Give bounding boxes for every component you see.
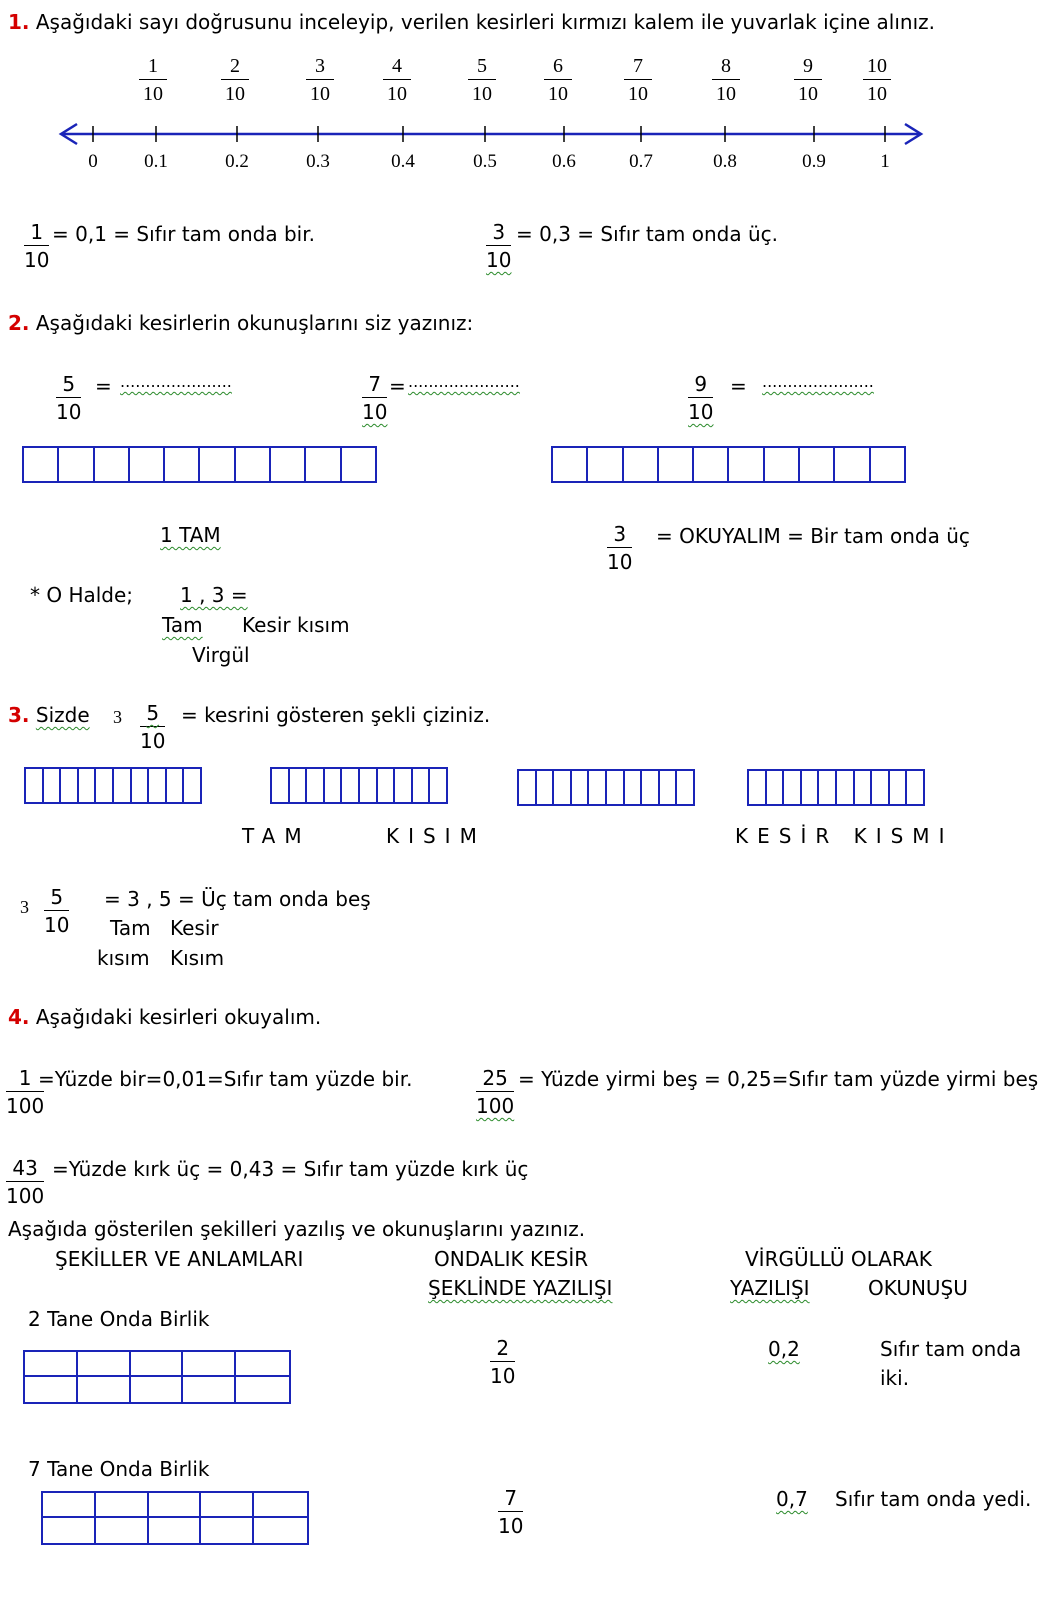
okuyalim-fraction <box>607 524 632 572</box>
table-row-2-denominator: 10 <box>498 1514 524 1538</box>
number-line-fraction-denominator: 10 <box>225 83 245 105</box>
example-1-denominator: 10 <box>24 248 50 272</box>
question-4-heading <box>8 1007 321 1027</box>
q2-item-3-fraction <box>688 374 713 422</box>
example-2-denominator: 10 <box>486 248 512 272</box>
one-tam-label: 1 TAM <box>160 523 221 547</box>
q2-item-1-numerator: 5 <box>56 374 81 398</box>
header-ondalik-kesir: ONDALIK KESİR <box>434 1247 589 1271</box>
number-line-fraction-denominator: 10 <box>143 83 163 105</box>
q4-row-2-denominator: 100 <box>476 1094 515 1118</box>
okuyalim-denominator: 10 <box>607 550 633 574</box>
q3-example-kesir: Kesir <box>170 916 219 940</box>
header-yazilisi: YAZILIŞI <box>730 1276 810 1300</box>
q2-item-3-denominator: 10 <box>688 400 714 424</box>
number-line-fraction-8[interactable] <box>712 56 740 104</box>
ohalde-number: 1 , 3 = <box>180 583 248 607</box>
number-line-fraction-denominator: 10 <box>548 83 568 105</box>
q2-item-2-numerator: 7 <box>362 374 387 398</box>
question-3-text-b: = kesrini gösteren şekli çiziniz. <box>181 703 491 727</box>
ohalde-label: * O Halde; <box>30 583 134 607</box>
number-line-fraction-numerator: 7 <box>624 56 652 80</box>
question-3-heading <box>8 705 90 725</box>
q3-example-fraction <box>44 887 69 935</box>
number-line-fraction-denominator: 10 <box>628 83 648 105</box>
number-line-fraction-numerator: 6 <box>544 56 572 80</box>
question-1-text: Aşağıdaki sayı doğrusunu inceleyip, verilen kesirleri kırmızı kalem ile yuvarlak içine alınız. <box>35 10 935 34</box>
q3-example-denominator: 10 <box>44 913 70 937</box>
question-1-heading <box>8 12 935 32</box>
q2-item-2-fraction <box>362 374 387 422</box>
example-2-numerator: 3 <box>486 222 511 246</box>
q3-example-kisim-2: Kısım <box>170 946 225 970</box>
table-row-2-grid <box>41 1491 309 1545</box>
q2-item-1-blank[interactable]: ...................... <box>120 372 232 391</box>
q4-row-2-fraction <box>476 1068 514 1116</box>
number-line-fraction-denominator: 10 <box>310 83 330 105</box>
q3-fraction <box>140 703 165 751</box>
number-line-tick-label: 0.3 <box>306 151 330 172</box>
table-row-2-label: 7 Tane Onda Birlik <box>28 1457 210 1481</box>
number-line-tick-label: 0.5 <box>473 151 497 172</box>
header-seklinde-yazilisi: ŞEKLİNDE YAZILIŞI <box>428 1276 613 1300</box>
q3-grid-3 <box>517 769 695 806</box>
number-line-fraction-denominator: 10 <box>472 83 492 105</box>
q3-denominator: 10 <box>140 729 166 753</box>
q3-grid-2 <box>270 767 448 804</box>
number-line-fraction-numerator: 1 <box>139 56 167 80</box>
table-row-1-reading-1: Sıfır tam onda <box>880 1337 1022 1361</box>
question-3-number: 3. <box>8 703 30 727</box>
q3-example-whole: 3 <box>20 897 29 917</box>
number-line-fraction-6[interactable] <box>544 56 572 104</box>
number-line-fraction-numerator: 3 <box>306 56 334 80</box>
number-line-tick-label: 0.1 <box>144 151 168 172</box>
tam-kisim-label: TAM KISIM <box>242 824 486 848</box>
q2-grid-left <box>22 446 377 483</box>
table-row-1-numerator: 2 <box>490 1338 515 1362</box>
number-line-fraction-2[interactable] <box>221 56 249 104</box>
number-line-fraction-numerator: 5 <box>468 56 496 80</box>
table-row-2-fraction <box>498 1488 523 1536</box>
example-1-numerator: 1 <box>24 222 49 246</box>
table-row-1-denominator: 10 <box>490 1364 516 1388</box>
number-line-fraction-9[interactable] <box>794 56 822 104</box>
example-2-fraction <box>486 222 511 270</box>
table-row-1-fraction <box>490 1338 515 1386</box>
header-sekiller: ŞEKİLLER VE ANLAMLARI <box>55 1247 304 1271</box>
q2-item-1-denominator: 10 <box>56 400 82 424</box>
number-line-tick-label: 0.7 <box>629 151 653 172</box>
table-row-2-reading: Sıfır tam onda yedi. <box>835 1487 1032 1511</box>
number-line-fraction-5[interactable] <box>468 56 496 104</box>
number-line-fraction-numerator: 9 <box>794 56 822 80</box>
q2-item-3-equals: = <box>730 374 747 398</box>
number-line-fraction-denominator: 10 <box>387 83 407 105</box>
q2-item-3-numerator: 9 <box>688 374 713 398</box>
q3-example-kisim-1: kısım <box>97 946 150 970</box>
q3-example-equation: = 3 , 5 = Üç tam onda beş <box>104 887 371 911</box>
kesir-kisim-label: Kesir kısım <box>242 613 350 637</box>
header-virgullu: VİRGÜLLÜ OLARAK <box>745 1247 932 1271</box>
example-1-text: = 0,1 = Sıfır tam onda bir. <box>52 222 315 246</box>
question-4-text: Aşağıdaki kesirleri okuyalım. <box>35 1005 322 1029</box>
table-row-1-grid <box>23 1350 291 1404</box>
okuyalim-text: = OKUYALIM = Bir tam onda üç <box>656 524 970 548</box>
q2-item-2-denominator: 10 <box>362 400 388 424</box>
q4-row-2-numerator: 25 <box>476 1068 514 1092</box>
virgul-label: Virgül <box>192 643 250 667</box>
q4-row-3-numerator: 43 <box>6 1158 44 1182</box>
q4-row-3-text: =Yüzde kırk üç = 0,43 = Sıfır tam yüzde kırk üç <box>52 1157 529 1181</box>
okuyalim-numerator: 3 <box>607 524 632 548</box>
number-line-fraction-numerator: 2 <box>221 56 249 80</box>
question-2-text: Aşağıdaki kesirlerin okunuşlarını siz yazınız: <box>35 311 474 335</box>
q2-item-1-fraction <box>56 374 81 422</box>
number-line-tick-label: 0.4 <box>391 151 415 172</box>
table-row-1-decimal: 0,2 <box>768 1337 800 1361</box>
q4-row-1-denominator: 100 <box>6 1094 45 1118</box>
example-2-text: = 0,3 = Sıfır tam onda üç. <box>516 222 779 246</box>
q3-grid-4 <box>747 769 925 806</box>
table-row-2-decimal: 0,7 <box>776 1487 808 1511</box>
q2-item-1-equals: = <box>95 374 112 398</box>
q4-row-1-numerator: 1 <box>6 1068 44 1092</box>
q4-row-3-denominator: 100 <box>6 1184 45 1208</box>
number-line-tick-label: 0.2 <box>225 151 249 172</box>
q4-instruction: Aşağıda gösterilen şekilleri yazılış ve okunuşlarını yazınız. <box>8 1217 586 1241</box>
number-line-tick-label: 0.9 <box>802 151 826 172</box>
number-line-fraction-numerator: 4 <box>383 56 411 80</box>
tam-label: Tam <box>162 613 203 637</box>
q2-item-2-equals: = <box>389 374 406 398</box>
number-line-tick-label: 1 <box>880 151 890 172</box>
q3-example-tam: Tam <box>110 916 151 940</box>
q4-row-1-text: =Yüzde bir=0,01=Sıfır tam yüzde bir. <box>38 1067 413 1091</box>
number-line-tick-label: 0.6 <box>552 151 576 172</box>
number-line-fraction-4[interactable] <box>383 56 411 104</box>
header-okunusu: OKUNUŞU <box>868 1276 968 1300</box>
number-line-fraction-numerator: 8 <box>712 56 740 80</box>
table-row-1-reading-2: iki. <box>880 1366 910 1390</box>
q4-row-3-fraction <box>6 1158 44 1206</box>
number-line-fraction-3[interactable] <box>306 56 334 104</box>
question-2-heading <box>8 313 473 333</box>
number-line-fraction-7[interactable] <box>624 56 652 104</box>
number-line-fraction-numerator: 10 <box>863 56 891 80</box>
q2-grid-right <box>551 446 906 483</box>
q4-row-2-text: = Yüzde yirmi beş = 0,25=Sıfır tam yüzde yirmi beş <box>518 1067 1039 1091</box>
q2-item-2-blank[interactable]: ...................... <box>408 372 520 391</box>
q3-grid-1 <box>24 767 202 804</box>
number-line <box>55 118 935 152</box>
q3-example-numerator: 5 <box>44 887 69 911</box>
example-1-fraction <box>24 222 49 270</box>
number-line-tick-label: 0 <box>88 151 98 172</box>
number-line-fraction-1[interactable] <box>139 56 167 104</box>
kesir-kismi-label: KESİR KISMI <box>735 824 954 848</box>
table-row-2-numerator: 7 <box>498 1488 523 1512</box>
number-line-fraction-10[interactable] <box>863 56 891 104</box>
number-line-fraction-denominator: 10 <box>716 83 736 105</box>
question-1-number: 1. <box>8 10 30 34</box>
q3-numerator: 5 <box>140 703 165 727</box>
q3-whole-number: 3 <box>113 707 122 727</box>
question-4-number: 4. <box>8 1005 30 1029</box>
table-row-1-label: 2 Tane Onda Birlik <box>28 1307 210 1331</box>
number-line-fraction-denominator: 10 <box>798 83 818 105</box>
question-2-number: 2. <box>8 311 30 335</box>
q2-item-3-blank[interactable]: ...................... <box>762 372 874 391</box>
number-line-tick-label: 0.8 <box>713 151 737 172</box>
question-3-text-a: Sizde <box>35 703 90 727</box>
number-line-fraction-denominator: 10 <box>867 83 887 105</box>
